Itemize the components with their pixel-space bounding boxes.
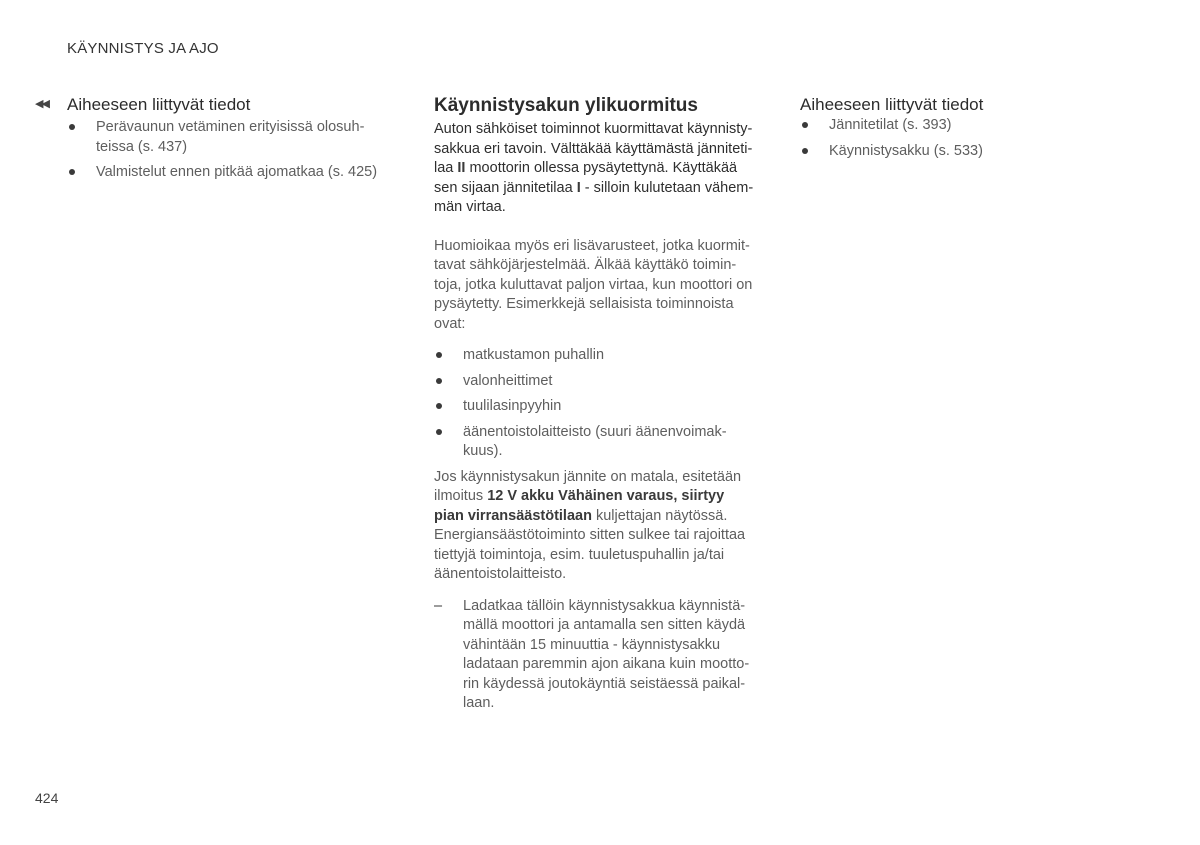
running-head: KÄYNNISTYS JA AJO xyxy=(67,40,219,57)
continued-icon: ◀◀ xyxy=(35,98,48,110)
intro-bold-1: II xyxy=(457,160,466,176)
list-item[interactable] xyxy=(67,163,397,183)
bullet-icon xyxy=(69,169,75,175)
dash-marker: – xyxy=(434,597,443,614)
example-text: valonheittimet xyxy=(463,372,553,389)
intro-text-3: - silloin kulutetaan vähem- män virtaa. xyxy=(434,179,754,215)
intro-bold-2: I xyxy=(576,179,581,196)
bullet-icon xyxy=(436,403,442,409)
bullet-icon xyxy=(802,148,808,154)
bullet-icon xyxy=(436,429,442,435)
list-item xyxy=(434,346,770,366)
page-number: 424 xyxy=(35,790,59,806)
examples-list xyxy=(434,346,770,462)
right-related-heading: Aiheeseen liittyvät tiedot xyxy=(800,95,984,114)
bullet-icon xyxy=(436,352,442,358)
bullet-icon xyxy=(436,378,442,384)
bullet-icon xyxy=(802,122,808,128)
middle-column xyxy=(434,94,770,714)
low-voltage-text-2: kuljettajan näytössä. Energiansäästötoiminto sitten sulkee tai rajoittaa tiettyjä toimintoja, esim. tuuletuspuhallin ja/tai äänentoistolaitteisto. xyxy=(434,507,746,582)
related-link[interactable]: Jännitetilat (s. 393) xyxy=(829,117,952,133)
warning-message: 12 V akku Vähäinen varaus, siirtyy pian virransäästötilaan xyxy=(434,488,725,524)
right-related-list xyxy=(800,116,1130,161)
instruction-text: Ladatkaa tällöin käynnistysakkua käynnistä- mällä moottori ja antamalla sen sitten käydä vähintään 15 minuuttia - käynnistysakku ladataan paremmin ajon aikana kuin mootto- rin käydessä joutokäyntiä seistäessä paikal- laan. xyxy=(463,597,750,711)
intro-paragraph xyxy=(434,120,770,218)
example-text: tuulilasinpyyhin xyxy=(463,398,562,414)
related-link[interactable]: Valmistelut ennen pitkää ajomatkaa (s. 425) xyxy=(96,164,378,180)
intro-text-1: Auton sähköiset toiminnot kuormittavat käynnisty- sakkua eri tavoin. Välttäkää käyttämästä jänniteti- laa xyxy=(434,121,753,176)
list-item[interactable] xyxy=(67,118,397,157)
list-item xyxy=(434,397,770,417)
list-item xyxy=(434,372,770,392)
left-related-heading: Aiheeseen liittyvät tiedot xyxy=(67,95,251,114)
left-related-list xyxy=(67,118,397,183)
bullet-icon xyxy=(69,124,75,130)
intro-text-2: moottorin ollessa pysäytettynä. Käyttäkää sen sijaan jännitetilaa xyxy=(434,160,738,196)
left-column xyxy=(35,94,397,189)
list-item xyxy=(434,423,770,462)
low-voltage-paragraph xyxy=(434,468,770,585)
instruction-step xyxy=(434,597,770,714)
example-text: matkustamon puhallin xyxy=(463,347,605,363)
section-title: Käynnistysakun ylikuormitus xyxy=(434,95,698,116)
example-text: äänentoistolaitteisto (suuri äänenvoimak- kuus). xyxy=(463,423,727,459)
list-item[interactable] xyxy=(800,116,1130,136)
list-item[interactable] xyxy=(800,142,1130,162)
right-column xyxy=(800,94,1130,167)
accessories-paragraph: Huomioikaa myös eri lisävarusteet, jotka kuormit- tavat sähköjärjestelmää. Älkää käyttäkö toimin- toja, jotka kuluttavat paljon virtaa, kun moottori on pysäytetty. Esimerkkejä sellaisista toiminnoista ovat: xyxy=(434,237,753,332)
related-link[interactable]: Perävaunun vetäminen erityisissä olosuh- teissa (s. 437) xyxy=(96,119,365,155)
low-voltage-text-1: Jos käynnistysakun jännite on matala, esitetään ilmoitus xyxy=(434,468,742,504)
related-link[interactable]: Käynnistysakku (s. 533) xyxy=(829,142,983,159)
